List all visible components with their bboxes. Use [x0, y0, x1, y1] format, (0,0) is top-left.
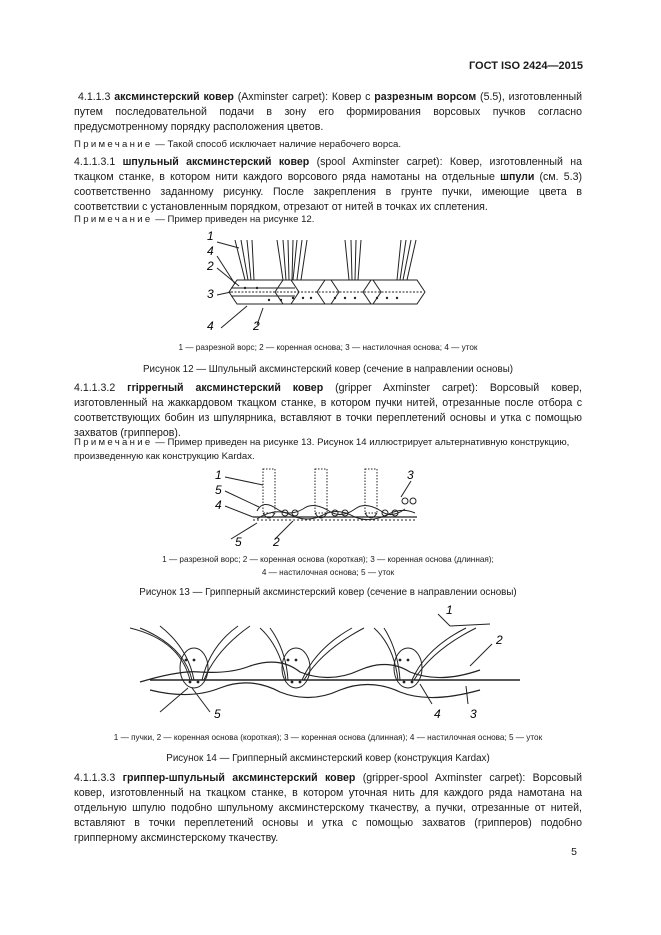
fig13-label-5: 5 — [215, 483, 222, 497]
section-4-1-1-3-2 — [74, 381, 582, 441]
note-1 — [74, 138, 582, 152]
term: гриппер-шпульный аксминстерский ковер — [122, 772, 356, 784]
note-label: Примечание — [74, 139, 153, 150]
fig12-label-4: 4 — [207, 244, 214, 258]
fig13-label-3: 3 — [407, 468, 414, 482]
term: гripperный аксминстерский ковер — [127, 382, 324, 394]
term: шпульный аксминстерский ковер — [122, 156, 310, 168]
section-number: 4.1.1.3.3 — [74, 772, 116, 784]
figure-13-caption: Рисунок 13 — Грипперный аксминстерский ковер (сечение в направлении основы) — [139, 587, 517, 598]
note-3 — [74, 436, 582, 464]
fig13-label-2: 2 — [273, 535, 280, 549]
tuft-fans — [130, 626, 476, 680]
fig13-label-4: 4 — [215, 498, 222, 512]
term-english: (Axminster carpet): Ковер с — [237, 91, 371, 103]
page-number: 5 — [571, 846, 577, 858]
section-4-1-1-3-1 — [74, 155, 582, 215]
pile-tufts — [235, 240, 416, 280]
fig13-label-5b: 5 — [235, 535, 242, 549]
fig12-label-2: 2 — [207, 259, 214, 273]
fig14-label-2: 2 — [496, 633, 503, 647]
fig12-label-2b: 2 — [253, 319, 260, 333]
figure-13-legend-2: 4 — настилочная основа; 5 — уток — [261, 568, 395, 577]
figure-13-drawing — [205, 465, 440, 550]
figure-14-legend: 1 — пучки, 2 — коренная основа (короткая); 3 — коренная основа (длинная); 4 — настилочная основа; 5 — уток — [113, 733, 543, 742]
figure-12-legend: 1 — разрезной ворс; 2 — коренная основа; 3 — настилочная основа; 4 — уток — [178, 343, 478, 352]
fig12-label-4b: 4 — [207, 319, 214, 333]
definition-text: (5.5), изготовленный путем последовательной подачи в зону его формирования ворсовых пучков согласно предусмотренному порядку расположения цветов. — [74, 91, 582, 133]
note-2 — [74, 213, 582, 227]
definition-text: (gripper-spool Axminster carpet): Ворсовый ковер, изготовленный на ткацком станке, в котором уточная нить для каждого ряда намотана на отдельную шпулю подобно шпульному аксминстерскому ткачеству, а пучки, отрезанные от нитей, вставляют в точки переплетений основы и утка с помощью захватов (грипперов) подобно грипперному аксминстерскому ткачеству. — [74, 772, 582, 844]
note-label: Примечание — [74, 437, 153, 448]
note-text: — Пример приведен на рисунке 12. — [155, 214, 315, 225]
figure-14-drawing — [120, 600, 540, 725]
section-number: 4.1.1.3.1 — [74, 156, 116, 168]
note-label: Примечание — [74, 214, 153, 225]
figure-12-drawing — [195, 228, 445, 338]
figure-13-legend-1: 1 — разрезной ворс; 2 — коренная основа (короткая); 3 — коренная основа (длинная); — [162, 555, 494, 564]
fig13-label-1: 1 — [215, 468, 222, 482]
fig12-label-1: 1 — [207, 229, 214, 243]
term: аксминстерский ковер — [114, 91, 234, 103]
note-text: — Такой способ исключает наличие нерабочего ворса. — [155, 139, 402, 150]
note-text: — Пример приведен на рисунке 13. Рисунок 14 иллюстрирует альтернативную конструкцию, произведенную как конструкцию Kardax. — [74, 437, 570, 462]
document-header: ГОСТ ISO 2424—2015 — [468, 60, 583, 72]
section-number: 4.1.1.3 — [78, 91, 111, 103]
section-number: 4.1.1.3.2 — [74, 382, 116, 394]
fig14-label-3: 3 — [470, 707, 477, 721]
section-4-1-1-3-3 — [74, 771, 582, 846]
fig14-label-5: 5 — [214, 707, 221, 721]
definition-text-cont: (см. 5.3) соответственно заданному рисунку. После закрепления в грунте пучки, имеющие цвета в соответствии с установленным порядком, отрезают от нитей в точках их сплетения. — [74, 171, 582, 213]
figure-12-caption: Рисунок 12 — Шпульный аксминстерский ковер (сечение в направлении основы) — [143, 364, 513, 375]
fig12-label-3: 3 — [207, 287, 214, 301]
term-reference: шпули — [500, 171, 535, 183]
definition-text: (spool Axminster carpet): Ковер, изготовленный на ткацком станке, в котором нити каждого ворсового ряда намотаны на отдельные — [74, 156, 582, 183]
section-4-1-1-3 — [74, 90, 582, 135]
term-reference: разрезным ворсом — [374, 91, 477, 103]
figure-14-caption: Рисунок 14 — Грипперный аксминстерский ковер (конструкция Kardax) — [166, 753, 490, 764]
fig14-label-4: 4 — [434, 707, 441, 721]
fig14-label-1: 1 — [446, 603, 453, 617]
definition-text: (gripper Axminster carpet): Ворсовый ковер, изготовленный на жаккардовом ткацком станке, в котором пучки нитей, отрезанные после отбора с соответствующих бобин из шпулярника, вставляют в точки переплетений основы и утка с помощью захватов (грипперов). — [74, 382, 582, 439]
